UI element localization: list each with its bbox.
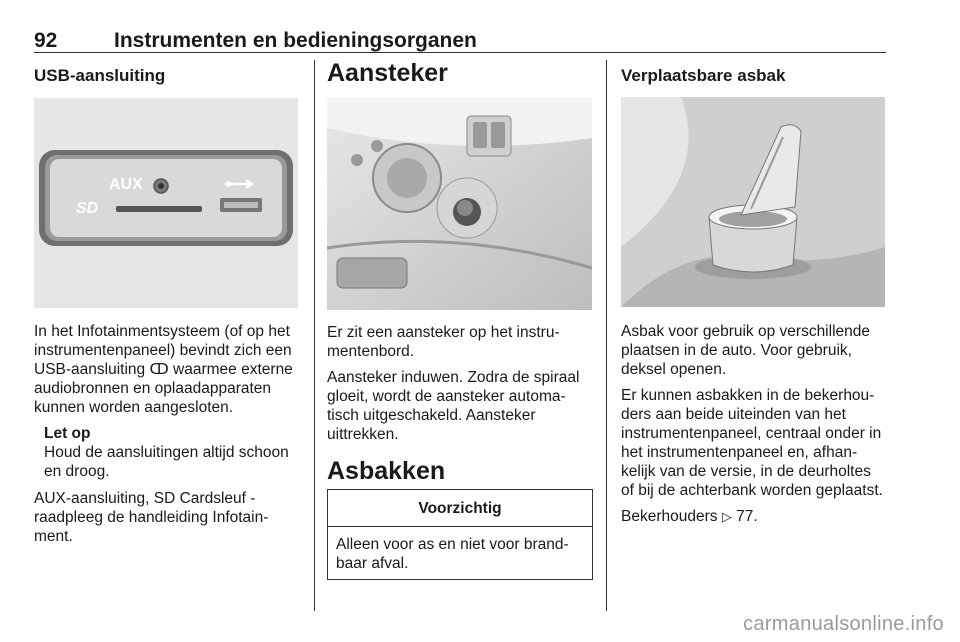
cupholder-text: Bekerhouders <box>621 508 722 525</box>
page-number: 92 <box>34 29 58 52</box>
header-rule <box>34 52 886 53</box>
ashtray-paragraph-1: Asbak voor gebruik op verschillende plaatsen in de auto. Voor gebruik, deksel openen. <box>621 323 870 378</box>
lighter-text <box>327 323 593 580</box>
column-lighter <box>327 59 593 87</box>
cupholder-page-ref[interactable]: 77. <box>736 508 758 525</box>
usb-text <box>34 322 300 553</box>
note-body: Houd de aansluitingen altijd schoon en droog. <box>44 444 289 480</box>
ashtray-paragraph-2: Er kunnen asbakken in de bekerhou-ders aan beide uiteinden van het instrumentenpaneel, centraal onder in het instrumentenpaneel en, afhan-kelijk van de versie, in de deurholtes of bij de achterbank worden geplaatst. <box>621 387 883 499</box>
lighter-illustration <box>327 98 592 310</box>
warning-body: Alleen voor as en niet voor brand-baar afval. <box>336 536 569 572</box>
usb-paragraph: In het Infotainmentsysteem (of op het instrumentenpaneel) bevindt zich een USB-aansluiting ↀ waarmee externe audiobronnen en oplaadapparaten kunnen worden aangesloten. <box>34 323 293 416</box>
ashtray-figure <box>621 97 885 307</box>
warning-box <box>327 489 593 580</box>
lighter-heading: Aansteker <box>327 59 448 87</box>
ashtray-illustration <box>621 97 885 307</box>
sd-label: SD <box>76 200 99 217</box>
page-ref-arrow-icon: ▷ <box>721 509 732 524</box>
watermark: carmanualsonline.info <box>743 613 944 635</box>
note-title: Let op <box>44 425 91 442</box>
usb-panel-illustration <box>34 98 298 308</box>
page-header <box>34 29 886 53</box>
column-ashtray <box>621 60 886 85</box>
aux-label: AUX <box>109 176 143 193</box>
cupholder-reference <box>621 507 887 526</box>
aux-paragraph: AUX-aansluiting, SD Cardsleuf - raadpleeg de handleiding Infotain-ment. <box>34 490 269 545</box>
column-divider-1 <box>314 60 315 611</box>
ashtray-heading: Verplaatsbare asbak <box>621 66 786 85</box>
lighter-paragraph-1: Er zit een aansteker op het instru-mentenbord. <box>327 324 560 360</box>
note-block <box>44 424 300 481</box>
warning-title: Voorzichtig <box>328 490 592 527</box>
chapter-title: Instrumenten en bedieningsorganen <box>114 29 477 52</box>
ashtray-text <box>621 322 887 533</box>
lighter-paragraph-2: Aansteker induwen. Zodra de spiraal gloeit, wordt de aansteker automa-tisch uitgeschakeld. Aansteker uittrekken. <box>327 369 580 443</box>
ashtrays-heading: Asbakken <box>327 457 446 485</box>
column-usb <box>34 60 299 85</box>
column-divider-2 <box>606 60 607 611</box>
lighter-figure <box>327 98 592 310</box>
usb-panel-figure <box>34 98 298 308</box>
usb-heading: USB-aansluiting <box>34 66 166 85</box>
